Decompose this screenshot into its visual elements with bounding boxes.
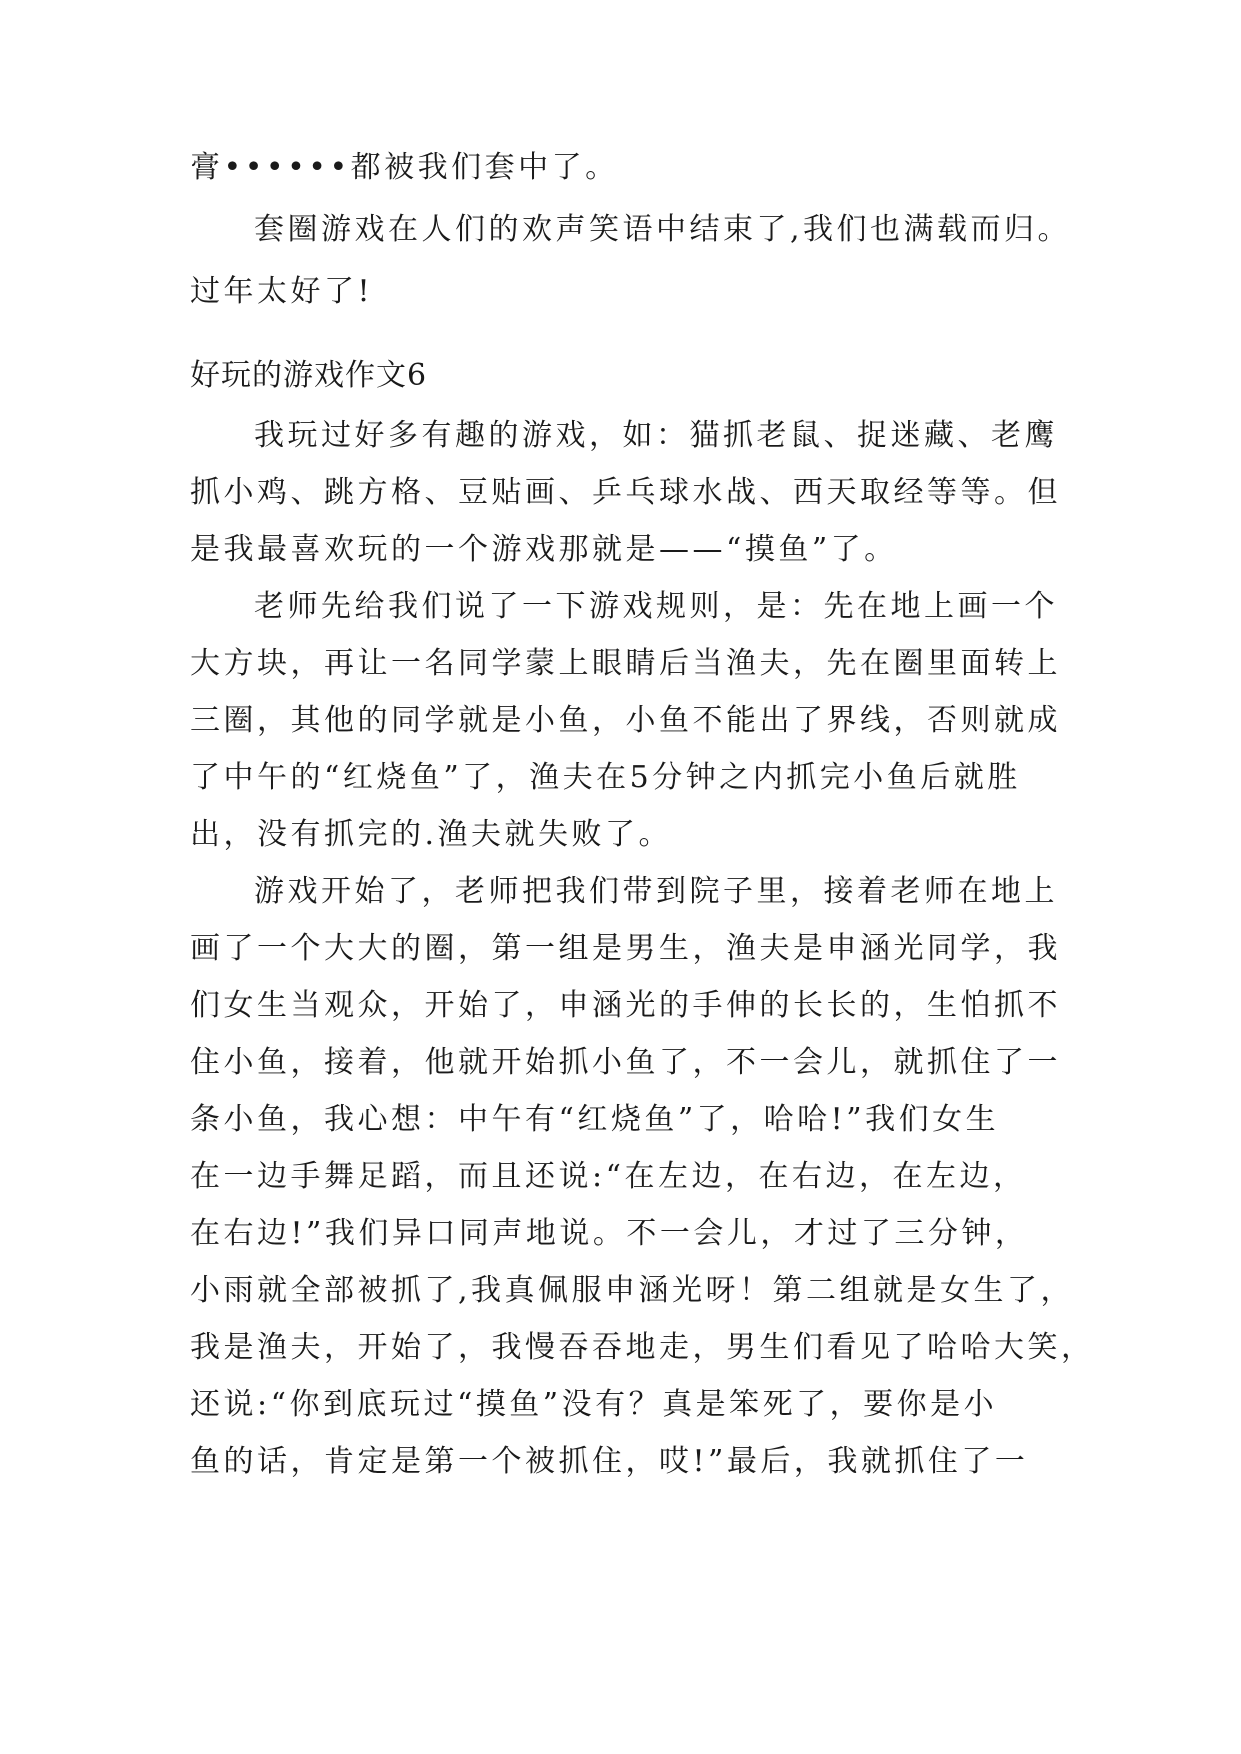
paragraph-line: 条小鱼，我心想：中午有“红烧鱼”了，哈哈!”我们女生 <box>190 1102 1000 1137</box>
paragraph-line: 大方块，再让一名同学蒙上眼睛后当渔夫，先在圈里面转上 <box>190 646 1061 681</box>
text-line: 过年太好了! <box>190 274 374 309</box>
paragraph-line: 游戏开始了，老师把我们带到院子里，接着老师在地上 <box>254 874 1058 909</box>
paragraph-line: 鱼的话，肯定是第一个被抓住，哎!”最后，我就抓住了一 <box>190 1444 1029 1479</box>
paragraph-line: 们女生当观众，开始了，申涵光的手伸的长长的，生怕抓不 <box>190 988 1061 1023</box>
paragraph-line: 出，没有抓完的.渔夫就失败了。 <box>190 817 673 852</box>
paragraph-line: 小雨就全部被抓了,我真佩服申涵光呀！第二组就是女生了， <box>190 1273 1075 1308</box>
text-line: 膏••••••都被我们套中了。 <box>190 150 619 185</box>
paragraph-line: 住小鱼，接着，他就开始抓小鱼了，不一会儿，就抓住了一 <box>190 1045 1061 1080</box>
paragraph-line: 了中午的“红烧鱼”了，渔夫在5分钟之内抓完小鱼后就胜 <box>190 760 1021 795</box>
paragraph-line: 抓小鸡、跳方格、豆贴画、乒乓球水战、西天取经等等。但 <box>190 475 1061 510</box>
paragraph-line: 老师先给我们说了一下游戏规则，是：先在地上画一个 <box>254 589 1058 624</box>
paragraph-line: 在一边手舞足蹈，而且还说:“在左边，在右边，在左边， <box>190 1159 1027 1194</box>
paragraph-line: 我是渔夫，开始了，我慢吞吞地走，男生们看见了哈哈大笑， <box>190 1330 1095 1365</box>
paragraph-line: 还说:“你到底玩过“摸鱼”没有？真是笨死了，要你是小 <box>190 1387 998 1422</box>
paragraph-line: 是我最喜欢玩的一个游戏那就是——“摸鱼”了。 <box>190 532 898 567</box>
text-line: 套圈游戏在人们的欢声笑语中结束了,我们也满载而归。 <box>254 212 1072 247</box>
paragraph-line: 三圈，其他的同学就是小鱼，小鱼不能出了界线，否则就成 <box>190 703 1061 738</box>
section-title: 好玩的游戏作文6 <box>190 358 428 393</box>
paragraph-line: 我玩过好多有趣的游戏，如：猫抓老鼠、捉迷藏、老鹰 <box>254 418 1058 453</box>
paragraph-line: 在右边!”我们异口同声地说。不一会儿，才过了三分钟， <box>190 1216 1029 1251</box>
paragraph-line: 画了一个大大的圈，第一组是男生，渔夫是申涵光同学，我 <box>190 931 1061 966</box>
